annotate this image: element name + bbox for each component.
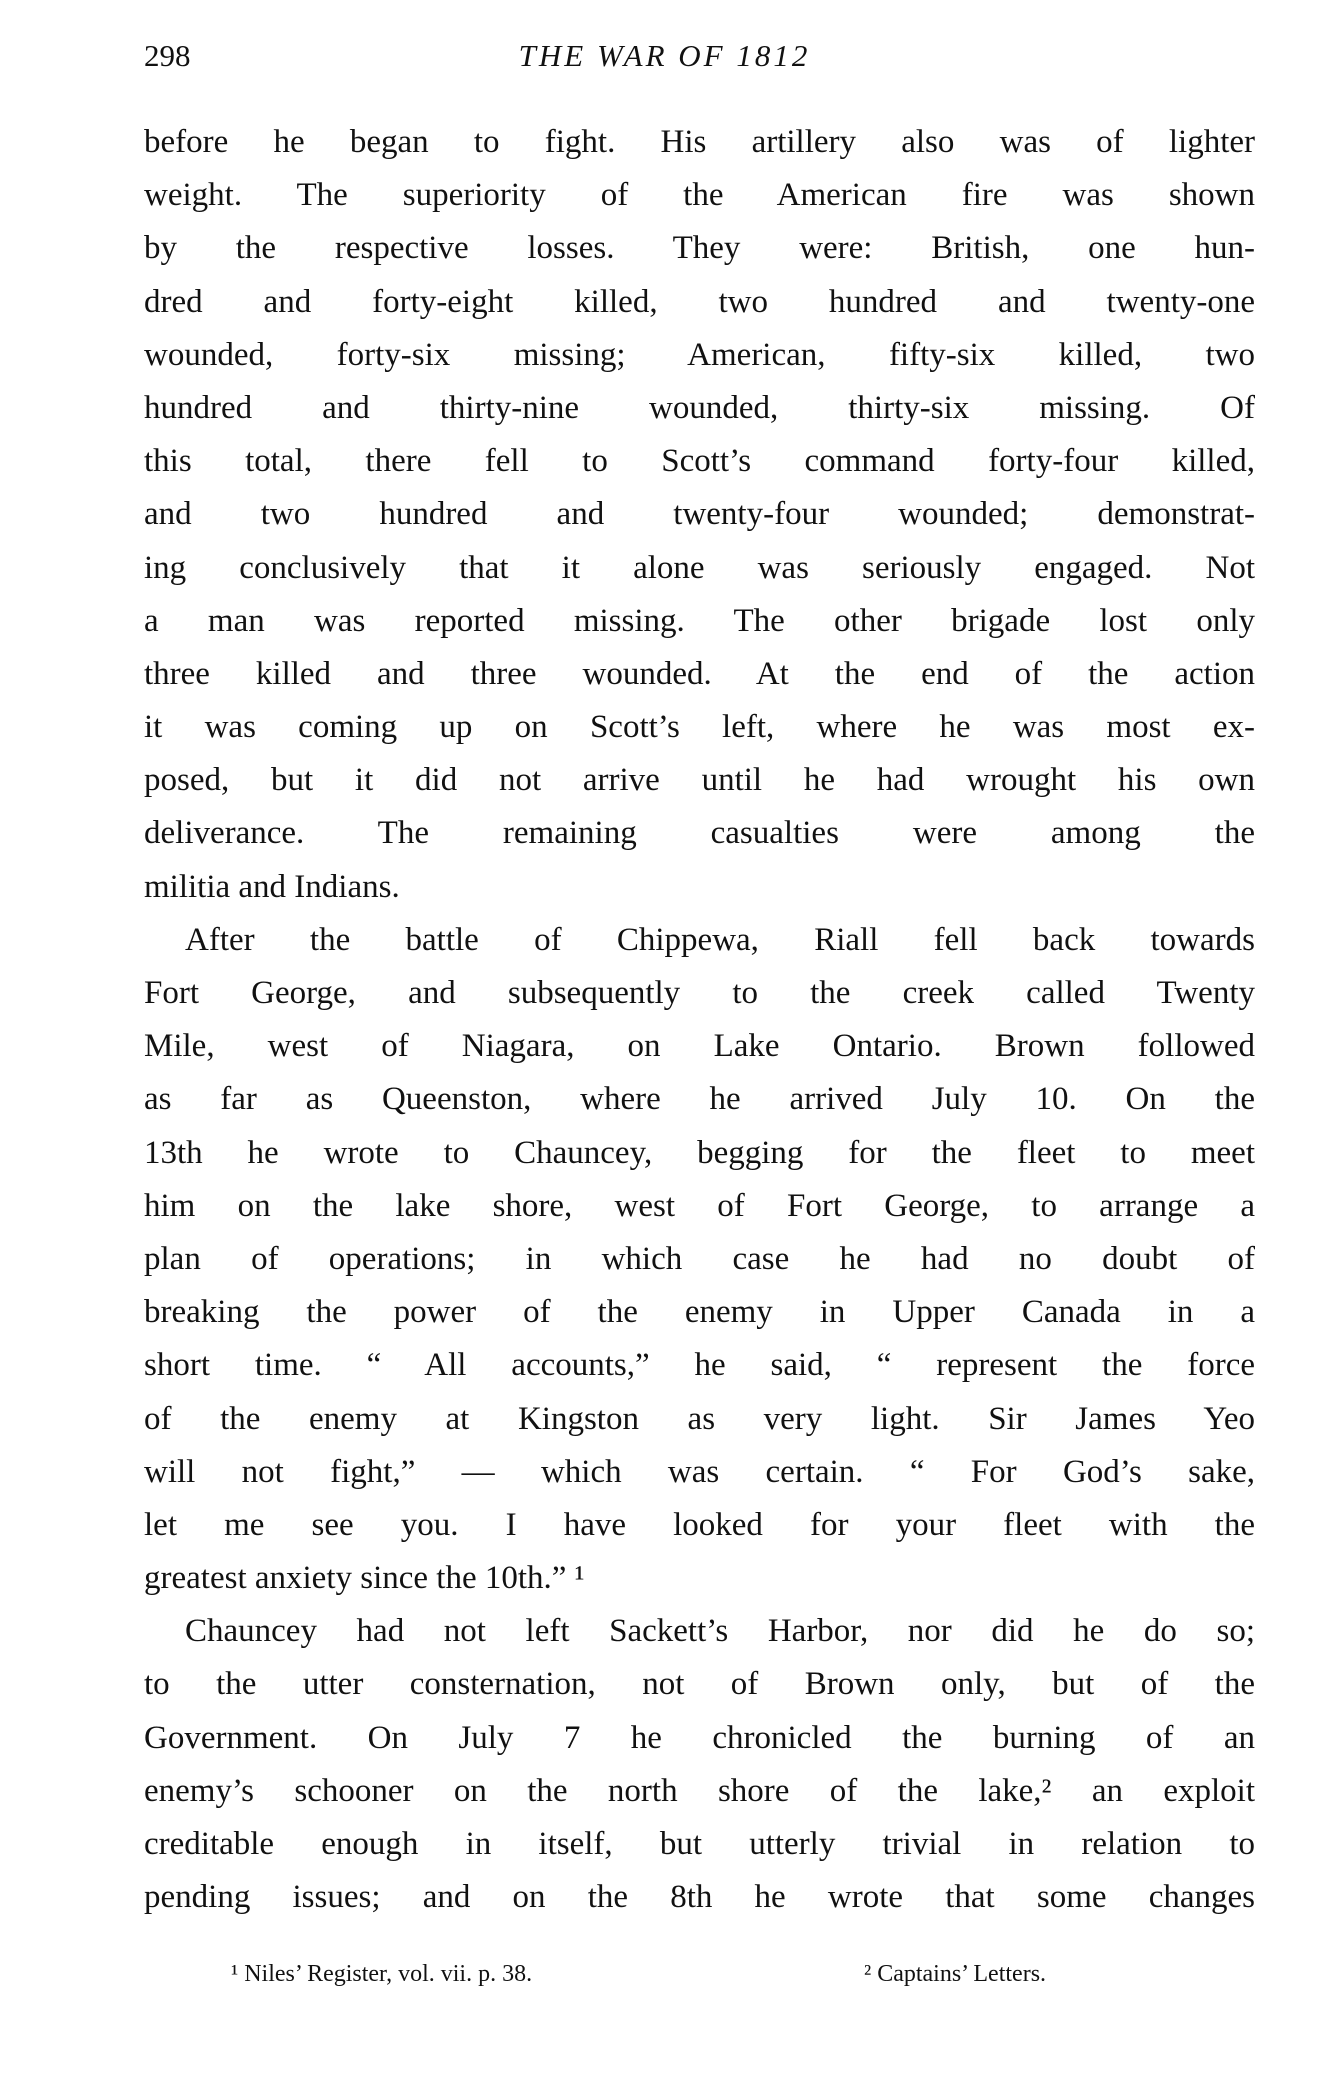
text-line: After the battle of Chippewa, Riall fell back towards	[185, 921, 1255, 958]
page-number: 298	[144, 38, 191, 73]
text-line: ing conclusively that it alone was seriously engaged. Not	[144, 549, 1255, 586]
text-line: three killed and three wounded. At the end of the action	[144, 655, 1255, 692]
text-line: dred and forty-eight killed, two hundred and twenty-one	[144, 283, 1255, 320]
text-line: hundred and thirty-nine wounded, thirty-six missing. Of	[144, 389, 1255, 426]
text-line: before he began to fight. His artillery also was of lighter	[144, 124, 1255, 160]
text-line: it was coming up on Scott’s left, where he was most ex-	[144, 709, 1255, 746]
text-line: this total, there fell to Scott’s command forty-four killed,	[144, 443, 1255, 480]
text-line: pending issues; and on the 8th he wrote that some changes	[144, 1879, 1255, 1916]
footnote-1: ¹ Niles’ Register, vol. vii. p. 38.	[231, 1961, 533, 1987]
text-line: a man was reported missing. The other brigade lost only	[144, 602, 1255, 639]
text-line: enemy’s schooner on the north shore of the lake,² an exploit	[144, 1772, 1255, 1809]
text-line: posed, but it did not arrive until he had wrought his own	[144, 762, 1255, 799]
text-line: Fort George, and subsequently to the creek called Twenty	[144, 975, 1255, 1011]
body-text	[144, 116, 1255, 1924]
text-line: weight. The superiority of the American fire was shown	[144, 177, 1255, 214]
text-line: Mile, west of Niagara, on Lake Ontario. Brown followed	[144, 1028, 1255, 1065]
text-line: creditable enough in itself, but utterly trivial in relation to	[144, 1826, 1255, 1862]
text-line: of the enemy at Kingston as very light. Sir James Yeo	[144, 1400, 1255, 1437]
text-line: as far as Queenston, where he arrived July 10. On the	[144, 1081, 1255, 1118]
text-line: Government. On July 7 he chronicled the burning of an	[144, 1719, 1255, 1756]
text-line: short time. “ All accounts,” he said, “ represent the force	[144, 1347, 1255, 1384]
text-line: breaking the power of the enemy in Upper Canada in a	[144, 1294, 1255, 1331]
text-line: let me see you. I have looked for your fleet with the	[144, 1506, 1255, 1543]
text-line: militia and Indians.	[144, 868, 400, 905]
text-line: deliverance. The remaining casualties were among the	[144, 815, 1255, 852]
text-line: and two hundred and twenty-four wounded; demonstrat-	[144, 496, 1255, 533]
text-line: greatest anxiety since the 10th.” ¹	[144, 1560, 585, 1597]
footnote-2: ² Captains’ Letters.	[864, 1961, 1047, 1987]
text-line: plan of operations; in which case he had no doubt of	[144, 1240, 1255, 1277]
text-line: wounded, forty-six missing; American, fifty-six killed, two	[144, 336, 1255, 373]
text-line: by the respective losses. They were: British, one hun-	[144, 230, 1255, 267]
text-line: 13th he wrote to Chauncey, begging for the fleet to meet	[144, 1134, 1255, 1171]
text-line: will not fight,” — which was certain. “ For God’s sake,	[144, 1453, 1255, 1490]
text-line: Chauncey had not left Sackett’s Harbor, nor did he do so;	[185, 1613, 1255, 1650]
text-line: him on the lake shore, west of Fort George, to arrange a	[144, 1187, 1255, 1224]
running-title: THE WAR OF 1812	[518, 38, 811, 73]
text-line: to the utter consternation, not of Brown only, but of the	[144, 1666, 1255, 1703]
